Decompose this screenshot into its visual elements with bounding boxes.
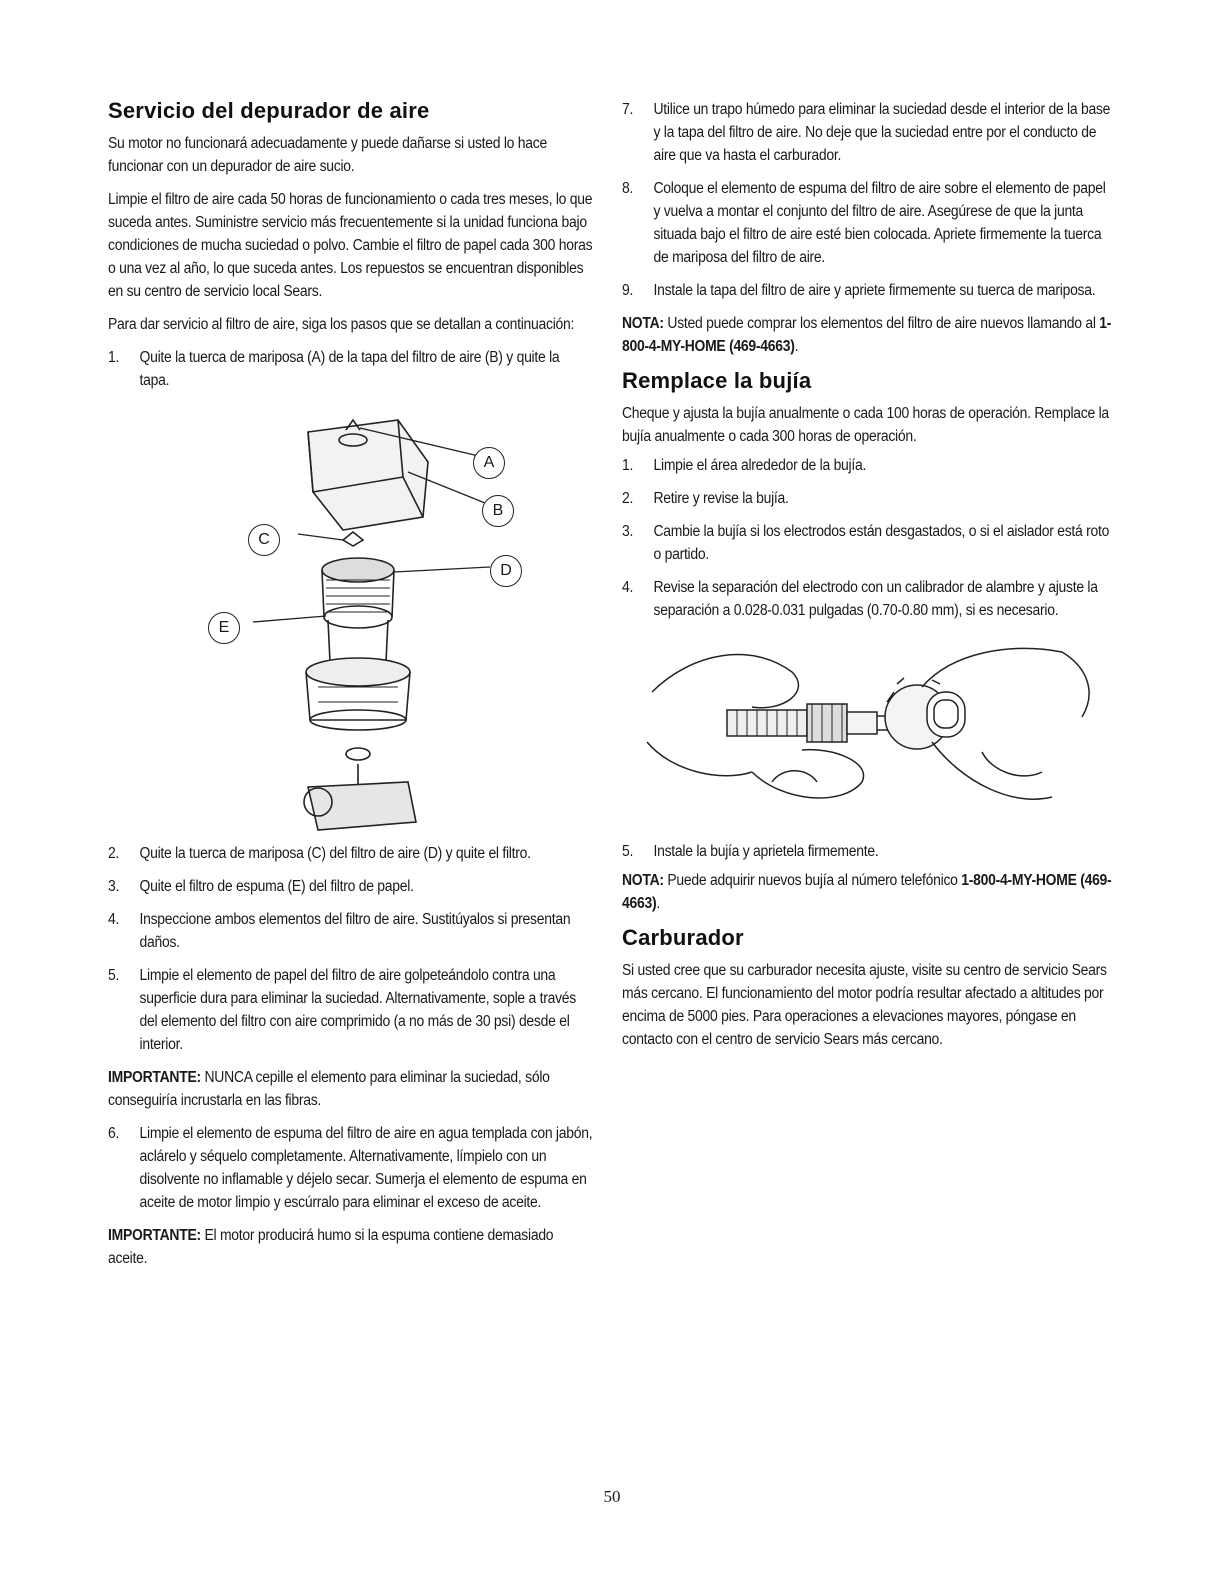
note-label: NOTA: <box>622 872 664 889</box>
right-text-block <box>622 98 1112 358</box>
step-text: Revise la separación del electrodo con un calibrador de alambre y ajuste la separación a 0.028-0.031 pulgadas (0.70-0.80 mm), si es necesario. <box>653 579 1098 619</box>
step-number: 3. <box>108 878 120 895</box>
phone-number: 1-800-4-MY-HOME (469-4663) <box>622 872 1112 912</box>
left-text-block <box>108 132 593 392</box>
note-end: . <box>794 338 799 355</box>
section-heading-carburetor: Carburador <box>622 925 744 950</box>
callout-e: E <box>208 612 240 644</box>
list-item <box>108 875 593 898</box>
list-item <box>108 964 593 1056</box>
right-column <box>622 98 1112 1061</box>
step-text: Quite el filtro de espuma (E) del filtro de papel. <box>139 878 414 895</box>
step-number: 4. <box>108 911 120 928</box>
step-text: Instale la bujía y aprietela firmemente. <box>653 843 879 860</box>
nota-note <box>622 869 1112 915</box>
step-text: Limpie el área alrededor de la bujía. <box>653 457 867 474</box>
right-text-block-3 <box>622 840 1112 915</box>
list-item <box>108 842 593 865</box>
step-text: Quite la tuerca de mariposa (C) del filtro de aire (D) y quite el filtro. <box>139 845 531 862</box>
note-end: . <box>656 895 660 912</box>
list-item <box>622 98 1112 167</box>
step-text: Cambie la bujía si los electrodos están desgastados, o si el aislador está roto o partido. <box>653 523 1110 563</box>
list-item <box>108 346 593 392</box>
list-item <box>108 1122 593 1214</box>
paragraph: Para dar servicio al filtro de aire, siga los pasos que se detallan a continuación: <box>108 316 575 333</box>
step-number: 9. <box>622 282 634 299</box>
note-label: IMPORTANTE: <box>108 1069 201 1086</box>
list-item <box>622 279 1112 302</box>
callout-a: A <box>473 447 505 479</box>
step-number: 1. <box>622 457 634 474</box>
step-text: Quite la tuerca de mariposa (A) de la tapa del filtro de aire (B) y quite la tapa. <box>139 349 560 389</box>
note-label: NOTA: <box>622 315 664 332</box>
callout-b: B <box>482 495 514 527</box>
step-text: Limpie el elemento de papel del filtro de aire golpeteándolo contra una superficie dura para eliminar la suciedad. Alternativamente, sople a través del elemento del filtro con aire comprimido (a no más de 30 psi) desde el interior. <box>139 967 576 1053</box>
air-filter-diagram <box>168 402 608 832</box>
step-text: Instale la tapa del filtro de aire y apriete firmemente su tuerca de mariposa. <box>653 282 1096 299</box>
nota-note <box>622 312 1112 358</box>
list-item <box>622 840 1112 863</box>
step-number: 1. <box>108 349 120 366</box>
right-text-block-4 <box>622 959 1112 1051</box>
list-item <box>622 177 1112 269</box>
step-text: Retire y revise la bujía. <box>653 490 789 507</box>
step-number: 6. <box>108 1125 120 1142</box>
note-label: IMPORTANTE: <box>108 1227 201 1244</box>
note-text: Usted puede comprar los elementos del filtro de aire nuevos llamando al <box>663 315 1100 332</box>
paragraph: Cheque y ajusta la bujía anualmente o cada 100 horas de operación. Remplace la bujía anualmente o cada 300 horas de operación. <box>622 405 1109 445</box>
importante-note <box>108 1224 593 1270</box>
note-text: NUNCA cepille el elemento para eliminar la suciedad, sólo conseguiría incrustarla en las fibras. <box>108 1069 550 1109</box>
note-text: Puede adquirir nuevos bujía al número telefónico <box>663 872 962 889</box>
callout-d: D <box>490 555 522 587</box>
list-item <box>108 908 593 954</box>
step-number: 7. <box>622 101 634 118</box>
list-item <box>622 454 1112 477</box>
callout-c: C <box>248 524 280 556</box>
step-text: Coloque el elemento de espuma del filtro de aire sobre el elemento de papel y vuelva a montar el conjunto del filtro de aire. Asegúrese de que la junta situada bajo el filtro de aire esté bien colocada. Apriete firmemente la tuerca de mariposa del filtro de aire. <box>653 180 1106 266</box>
step-number: 3. <box>622 523 634 540</box>
step-text: Limpie el elemento de espuma del filtro de aire en agua templada con jabón, aclárelo y séquelo completamente. Alternativamente, límpielo con un disolvente no inflamable y déjelo secar. Sumerja el elemento de espuma en aceite de motor limpio y escúrralo para eliminar el exceso de aceite. <box>139 1125 593 1211</box>
phone-number: 1-800-4-MY-HOME (469-4663) <box>622 315 1112 355</box>
step-number: 2. <box>622 490 634 507</box>
step-number: 8. <box>622 180 634 197</box>
paragraph: Su motor no funcionará adecuadamente y puede dañarse si usted lo hace funcionar con un depurador de aire sucio. <box>108 135 547 175</box>
step-text: Inspeccione ambos elementos del filtro de aire. Sustitúyalos si presentan daños. <box>139 911 571 951</box>
left-text-block-2 <box>108 842 593 1270</box>
spark-plug-gap-diagram <box>632 632 1102 832</box>
spark-plug-illustration <box>632 632 1102 832</box>
note-text: El motor producirá humo si la espuma contiene demasiado aceite. <box>108 1227 554 1267</box>
section-heading-air-cleaner: Servicio del depurador de aire <box>108 98 430 123</box>
list-item <box>622 520 1112 566</box>
left-column <box>108 98 593 1280</box>
paragraph: Limpie el filtro de aire cada 50 horas de funcionamiento o cada tres meses, lo que suceda antes. Suministre servicio más frecuentemente si la unidad funciona bajo condiciones de mucha suciedad o polvo. Cambie el filtro de papel cada 300 horas o una vez al año, lo que suceda antes. Los repuestos se encuentran disponibles en su centro de servicio local Sears. <box>108 191 593 300</box>
step-number: 5. <box>622 843 634 860</box>
step-number: 4. <box>622 579 634 596</box>
step-number: 5. <box>108 967 120 984</box>
right-text-block-2 <box>622 402 1112 622</box>
step-number: 2. <box>108 845 120 862</box>
step-text: Utilice un trapo húmedo para eliminar la suciedad desde el interior de la base y la tapa del filtro de aire. No deje que la suciedad entre por el conducto de aire que va hasta el carburador. <box>653 101 1111 164</box>
importante-note <box>108 1066 593 1112</box>
list-item <box>622 576 1112 622</box>
list-item <box>622 487 1112 510</box>
section-heading-spark-plug: Remplace la bujía <box>622 368 812 393</box>
page-number: 50 <box>603 1487 621 1506</box>
paragraph: Si usted cree que su carburador necesita ajuste, visite su centro de servicio Sears más cercano. El funcionamiento del motor podría resultar afectado a altitudes por encima de 5000 pies. Para operaciones a elevaciones mayores, póngase en contacto con el centro de servicio Sears más cercano. <box>622 962 1107 1048</box>
